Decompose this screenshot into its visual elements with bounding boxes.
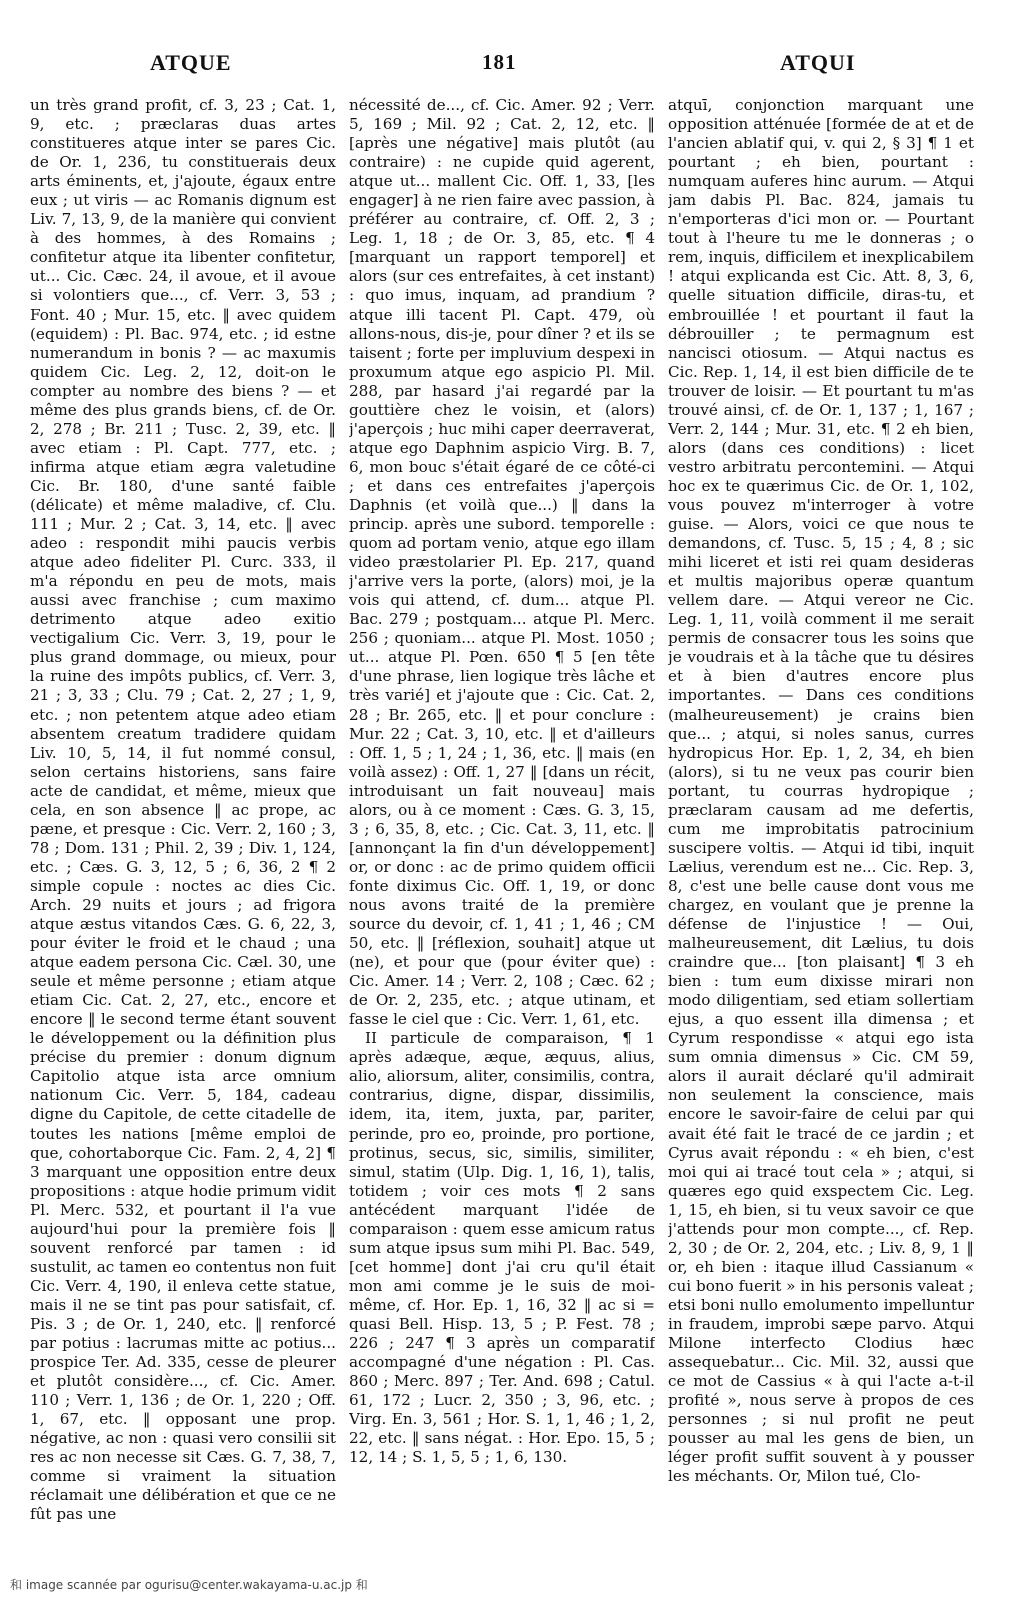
dictionary-columns — [30, 96, 994, 1526]
column-2-text-a: nécessité de..., cf. Cic. Amer. 92 ; Verr. 5, 169 ; Mil. 92 ; Cat. 2, 12, etc. ‖ [après une négative] mais plutôt (au contraire) : ne cupide quid agerent, atque ut... mallent Cic. Off. 1, 33, [les engager] à ne rien faire avec passion, à préférer au contraire, cf. Off. 2, 3 ; Leg. 1, 18 ; de Or. 3, 85, etc. ¶ 4 [marquant un rapport temporel] et alors (sur ces entrefaites, à cet instant) : quo imus, inquam, ad prandium ? atque illi tacent Pl. Capt. 479, où allons-nous, dis-je, pour dîner ? et ils se taisent ; forte per impluvium despexi in proxumum atque ego aspicio Pl. Mil. 288, par hasard j'ai regardé par la gouttière chez le voisin, et (alors) j'aperçois ; huc mihi caper deerraverat, atque ego Daphnim aspicio Virg. B. 7, 6, mon bouc s'était égaré de ce côté-ci ; et dans ces entrefaites j'aperçois Daphnis (et voilà que...) ‖ dans la princip. après une subord. temporelle : quom ad portam venio, atque ego illam video præstolarier Pl. Ep. 217, quand j'arrive vers la porte, (alors) moi, je la vois qui attend, cf. dum... atque Pl. Bac. 279 ; postquam... atque Pl. Merc. 256 ; quoniam... atque Pl. Most. 1050 ; ut... atque Pl. Pœn. 650 ¶ 5 [en tête d'une phrase, lien logique très lâche et très varié] et j'ajoute que : Cic. Cat. 2, 28 ; Br. 265, etc. ‖ et pour conclure : Mur. 22 ; Cat. 3, 10, etc. ‖ et d'ailleurs : Off. 1, 5 ; 1, 24 ; 1, 36, etc. ‖ mais (en voilà assez) : Off. 1, 27 ‖ [dans un récit, introduisant un fait nouveau] mais alors, ou à ce moment : Cæs. G. 3, 15, 3 ; 6, 35, 8, etc. ; Cic. Cat. 3, 11, etc. ‖ [annonçant la fin d'un développement] or, or donc : ac de primo quidem officii fonte diximus Cic. Off. 1, 19, or donc nous avons traité de la première source du devoir, cf. 1, 41 ; 1, 46 ; CM 50, etc. ‖ [réflexion, souhait] atque ut (ne), et pour que (pour éviter que) : Cic. Amer. 14 ; Verr. 2, 108 ; Cæc. 62 ; de Or. 2, 235, etc. ; atque utinam, et fasse le ciel que : Cic. Verr. 1, 61, etc. — [349, 96, 655, 1029]
page-number: 181 — [482, 50, 517, 74]
page-header — [0, 50, 1024, 90]
column-2-text-b: II particule de comparaison, ¶ 1 après adæque, æque, æquus, alius, alio, aliorsum, aliter, consimilis, contra, contrarius, digne, dispar, dissimilis, idem, ita, item, juxta, par, pariter, perinde, pro eo, proinde, pro portione, protinus, secus, sic, similis, similiter, simul, statim (Ulp. Dig. 1, 16, 1), talis, totidem ; voir ces mots ¶ 2 sans antécédent marquant l'idée de comparaison : quem esse amicum ratus sum atque ipsus sum mihi Pl. Bac. 549, [cet homme] dont j'ai cru qu'il était mon ami comme je le suis de moi-même, cf. Hor. Ep. 1, 16, 32 ‖ ac si = quasi Bell. Hisp. 13, 5 ; P. Fest. 78 ; 226 ; 247 ¶ 3 après un comparatif accompagné d'une négation : Pl. Cas. 860 ; Merc. 897 ; Ter. And. 698 ; Catul. 61, 172 ; Lucr. 2, 350 ; 3, 96, etc. ; Virg. En. 3, 561 ; Hor. S. 1, 1, 46 ; 1, 2, 22, etc. ‖ sans négat. : Hor. Epo. 15, 5 ; 12, 14 ; S. 1, 5, 5 ; 1, 6, 130. — [349, 1029, 655, 1467]
header-right-word: ATQUI — [780, 50, 856, 75]
column-3-text: atquī, conjonction marquant une opposition atténuée [formée de at et de l'ancien ablatif qui, v. qui 2, § 3] ¶ 1 et pourtant ; eh bien, pourtant : numquam auferes hinc aurum. — Atqui jam dabis Pl. Bac. 824, jamais tu n'emporteras d'ici mon or. — Pourtant tout à l'heure tu me le donneras ; o rem, inquis, difficilem et inexplicabilem ! atqui explicanda est Cic. Att. 8, 3, 6, quelle situation difficile, diras-tu, et embrouillée ! et pourtant il faut la débrouiller ; te permagnum est nancisci otiosum. — Atqui nactus es Cic. Rep. 1, 14, il est bien difficile de te trouver de loisir. — Et pourtant tu m'as trouvé ainsi, cf. de Or. 1, 137 ; 1, 167 ; Verr. 2, 144 ; Mur. 31, etc. ¶ 2 eh bien, alors (dans ces conditions) : licet vestro arbitratu percontemini. — Atqui hoc ex te quærimus Cic. de Or. 1, 102, vous pouvez m'interroger à votre guise. — Alors, voici ce que nous te demandons, cf. Tusc. 5, 15 ; 4, 8 ; sic mihi liceret et isti rei quam desideras et multis majoribus operæ quantum vellem dare. — Atqui vereor ne Cic. Leg. 1, 11, voilà comment il me serait permis de consacrer tous les soins que je voudrais et à la tâche que tu désires et à bien d'autres encore plus importantes. — Dans ces conditions (malheureusement) je crains bien que... ; atqui, si noles sanus, curres hydropicus Hor. Ep. 1, 2, 34, eh bien (alors), si tu ne veux pas courir bien portant, tu courras hydropique ; præclaram causam ad me defertis, cum me improbitatis patrocinium suscipere voltis. — Atqui id tibi, inquit Lælius, verendum est ne... Cic. Rep. 3, 8, c'est une belle cause dont vous me chargez, en voulant que je prenne la défense de l'injustice ! — Oui, malheureusement, dit Lælius, tu dois craindre que... [ton plaisant] ¶ 3 eh bien : tum eum dixisse mirari non modo diligentiam, sed etiam sollertiam ejus, a quo essent illa dimensa ; et Cyrum respondisse « atqui ego ista sum omnia dimensus » Cic. CM 59, alors il aurait déclaré qu'il admirait non seulement la conscience, mais encore le savoir-faire de celui par qui avait été fait le tracé de ce jardin ; et Cyrus avait répondu : « eh bien, c'est moi qui ai tracé tout cela » ; atqui, si quæres ego quid exspectem Cic. Leg. 1, 15, eh bien, si tu veux savoir ce que j'attends pour mon compte..., cf. Rep. 2, 30 ; de Or. 2, 204, etc. ; Liv. 8, 9, 1 ‖ or, eh bien : itaque illud Cassianum « cui bono fuerit » in his personis valeat ; etsi boni nullo emolumento impelluntur in fraudem, improbi sæpe parvo. Atqui Milone interfecto Clodius hæc assequebatur... Cic. Mil. 32, aussi que ce mot de Cassius « à qui l'acte a-t-il profité », nous serve à propos de ces personnes ; si nul profit ne peut pousser au mal les gens de bien, un léger profit suffit souvent à y pousser les méchants. Or, Milon tué, Clo- — [668, 96, 974, 1486]
column-2 — [349, 96, 655, 1526]
column-1 — [30, 96, 336, 1526]
column-1-text: un très grand profit, cf. 3, 23 ; Cat. 1, 9, etc. ; præclaras duas artes constitueres atque inter se pares Cic. de Or. 1, 236, tu constituerais deux arts éminents, et, j'ajoute, égaux entre eux ; ut viris — ac Romanis dignum est Liv. 7, 13, 9, de la manière qui convient à des hommes, à des Romains ; confitetur atque ita libenter confitetur, ut... Cic. Cæc. 24, il avoue, et il avoue si volontiers que..., cf. Verr. 3, 53 ; Font. 40 ; Mur. 15, etc. ‖ avec quidem (equidem) : Pl. Bac. 974, etc. ; id estne numerandum in bonis ? — ac maxumis quidem Cic. Leg. 2, 12, doit-on le compter au nombre des biens ? — et même des plus grands biens, cf. de Or. 2, 278 ; Br. 211 ; Tusc. 2, 39, etc. ‖ avec etiam : Pl. Capt. 777, etc. ; infirma atque etiam ægra valetudine Cic. Br. 180, d'une santé faible (délicate) et même maladive, cf. Clu. 111 ; Mur. 2 ; Cat. 3, 14, etc. ‖ avec adeo : respondit mihi paucis verbis atque adeo fideliter Pl. Curc. 333, il m'a répondu en peu de mots, mais aussi avec franchise ; cum maximo detrimento atque adeo exitio vectigalium Cic. Verr. 3, 19, pour le plus grand dommage, ou mieux, pour la ruine des impôts publics, cf. Verr. 3, 21 ; 3, 33 ; Clu. 79 ; Cat. 2, 27 ; 1, 9, etc. ; non petentem atque adeo etiam absentem creatum tradidere quidam Liv. 10, 5, 14, il fut nommé consul, selon certains historiens, sans faire acte de candidat, et même, mieux que cela, en son absence ‖ ac prope, ac pæne, et presque : Cic. Verr. 2, 160 ; 3, 78 ; Dom. 131 ; Phil. 2, 39 ; Div. 1, 124, etc. ; Cæs. G. 3, 12, 5 ; 6, 36, 2 ¶ 2 simple copule : noctes ac dies Cic. Arch. 29 nuits et jours ; ad frigora atque æstus vitandos Cæs. G. 6, 22, 3, pour éviter le froid et le chaud ; una atque eadem persona Cic. Cæl. 30, une seule et même personne ; etiam atque etiam Cic. Cat. 2, 27, etc., encore et encore ‖ le second terme étant souvent le développement ou la définition plus précise du premier : donum dignum Capitolio atque ista arce omnium nationum Cic. Verr. 5, 184, cadeau digne du Capitole, de cette citadelle de toutes les nations [même emploi de que, cohortaborque Cic. Fam. 2, 4, 2] ¶ 3 marquant une opposition entre deux propositions : atque hodie primum vidit Pl. Merc. 532, et pourtant il l'a vue aujourd'hui pour la première fois ‖ souvent renforcé par tamen : id sustulit, ac tamen eo contentus non fuit Cic. Verr. 4, 190, il enleva cette statue, mais il ne se tint pas pour satisfait, cf. Pis. 3 ; de Or. 1, 240, etc. ‖ renforcé par potius : lacrumas mitte ac potius... prospice Ter. Ad. 335, cesse de pleurer et plutôt considère..., cf. Cic. Amer. 110 ; Verr. 1, 136 ; de Or. 1, 220 ; Off. 1, 67, etc. ‖ opposant une prop. négative, ac non : quasi vero consilii sit res ac non necesse sit Cæs. G. 7, 38, 7, comme si vraiment la situation réclamait une délibération et que ce ne fût pas une — [30, 96, 336, 1524]
scan-credit: 和 image scannée par ogurisu@center.wakayama-u.ac.jp 和 — [10, 1578, 368, 1592]
header-left-word: ATQUE — [150, 50, 232, 75]
column-3 — [668, 96, 974, 1526]
